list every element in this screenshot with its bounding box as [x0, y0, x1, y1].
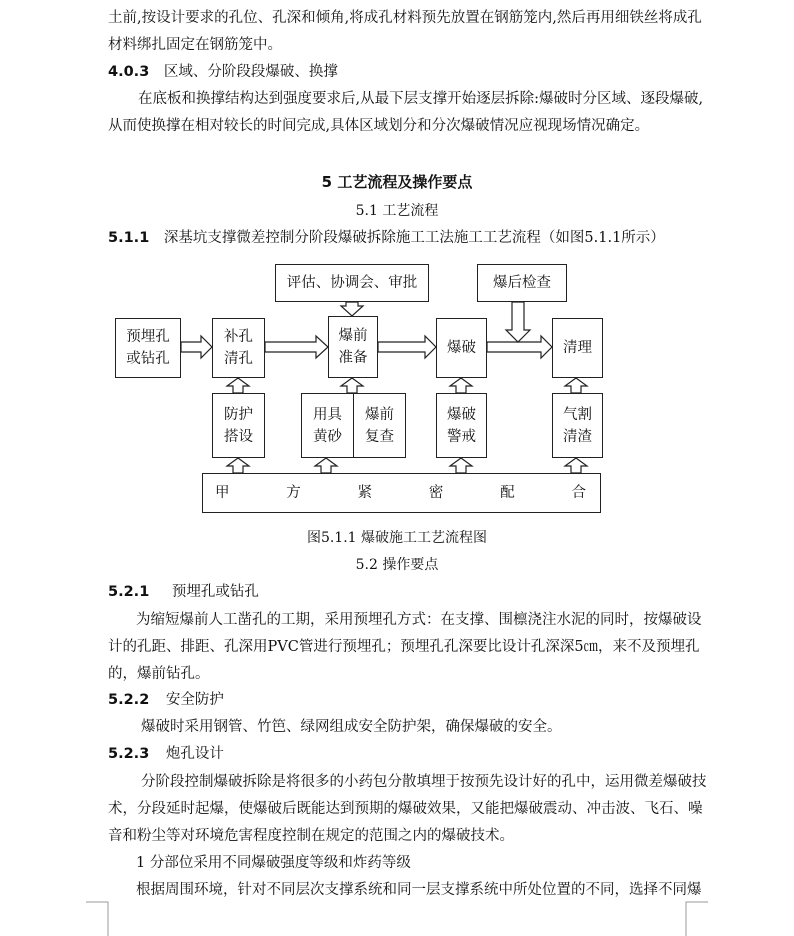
arrow-up — [227, 378, 249, 393]
section-number: 5.1.1 — [108, 230, 150, 246]
paragraph-line: 分阶段控制爆破拆除是将很多的小药包分散填埋于按预先设计好的孔中，运用微差爆破技 — [141, 774, 707, 790]
section-title-5-1: 5.1 工艺流程 — [355, 203, 439, 219]
arrow-up — [450, 458, 472, 473]
flow-box-cut: 气割 清渣 — [552, 393, 603, 458]
paragraph-line: 从而使换撑在相对较长的时间完成,具体区域划分和分次爆破情况应视现场情况确定。 — [108, 118, 650, 134]
flow-box-blast: 爆破 — [436, 318, 487, 378]
page-corner-mark-right — [684, 898, 708, 936]
section-heading-5-2-1 — [108, 582, 259, 602]
figure-caption: 图5.1.1 爆破施工工艺流程图 — [306, 530, 488, 546]
section-number: 5.2.1 — [108, 584, 150, 600]
paragraph-line: 的，爆前钻孔。 — [108, 666, 210, 682]
paragraph-line: 材料绑扎固定在钢筋笼中。 — [108, 37, 282, 53]
flow-box-protect: 防护 搭设 — [212, 393, 265, 458]
arrow-right — [378, 336, 436, 358]
section-title: 区域、分阶段段爆破、换撑 — [163, 64, 338, 80]
section-heading-5-2-2 — [108, 690, 224, 710]
arrow-right — [265, 336, 328, 358]
flow-box-refill: 补孔 清孔 — [212, 318, 265, 378]
paragraph-line: 计的孔距、排距、孔深用PVC管进行预埋孔；预埋孔孔深要比设计孔深深5㎝，来不及预埋孔 — [108, 639, 700, 655]
flow-box-recheck: 爆前 复查 — [353, 393, 406, 458]
paragraph-line: 术，分段延时起爆，使爆破后既能达到预期的爆破效果，又能把爆破震动、冲击波、飞石、噪 — [108, 801, 703, 817]
arrow-up — [315, 458, 337, 473]
section-number: 5.2.3 — [108, 746, 150, 762]
section-title: 安全防护 — [165, 692, 224, 708]
flow-box-tools: 用具 黄砂 — [301, 393, 354, 458]
section-title: 深基坑支撑微差控制分阶段爆破拆除施工工法施工工艺流程（如图5.1.1所示） — [163, 230, 665, 246]
list-item: 1 分部位采用不同爆破强度等级和炸药等级 — [136, 855, 411, 871]
flow-box-clean: 清理 — [552, 318, 603, 378]
section-title: 炮孔设计 — [165, 746, 224, 762]
paragraph-line: 音和粉尘等对环境危害程度控制在规定的范围之内的爆破技术。 — [108, 828, 514, 844]
flow-box-prepare: 爆前 准备 — [328, 316, 378, 378]
arrow-right — [181, 336, 212, 358]
paragraph-line: 爆破时采用钢管、竹笆、绿网组成安全防护架，确保爆破的安全。 — [141, 719, 562, 735]
arrow-up — [565, 458, 587, 473]
arrow-up — [341, 378, 363, 393]
section-title-5-2: 5.2 操作要点 — [355, 557, 439, 573]
arrow-down — [341, 302, 363, 316]
section-number: 5.2.2 — [108, 692, 150, 708]
chapter-title: 5 工艺流程及操作要点 — [321, 173, 473, 191]
section-number: 4.0.3 — [108, 64, 150, 80]
paragraph-line: 在底板和换撑结构达到强度要求后,从最下层支撑开始逐层拆除:爆破时分区域、逐段爆破, — [138, 91, 704, 107]
flow-box-cooperation: 甲 方 紧 密 配 合 — [202, 473, 601, 513]
paragraph-line: 土前,按设计要求的孔位、孔深和倾角,将成孔材料预先放置在钢筋笼内,然后再用细铁丝将成孔 — [108, 10, 702, 26]
arrow-up — [227, 458, 249, 473]
arrow-up — [450, 378, 472, 393]
paragraph-line: 根据周围环境，针对不同层次支撑系统和同一层支撑系统中所处位置的不同，选择不同爆 — [136, 882, 702, 898]
flow-box-prebury: 预埋孔 或钻孔 — [115, 318, 181, 378]
flow-box-post-blast-check: 爆后检查 — [477, 264, 567, 302]
flow-box-approval: 评估、协调会、审批 — [275, 264, 429, 302]
section-title: 预埋孔或钻孔 — [171, 584, 259, 600]
arrow-down — [506, 302, 530, 342]
arrow-up — [565, 378, 587, 393]
section-heading-5-2-3 — [108, 744, 224, 764]
paragraph-line: 为缩短爆前人工凿孔的工期，采用预埋孔方式：在支撑、围檩浇注水泥的同时，按爆破设 — [136, 612, 702, 628]
flow-box-guard: 爆破 警戒 — [436, 393, 487, 458]
page-corner-mark-left — [86, 898, 110, 936]
